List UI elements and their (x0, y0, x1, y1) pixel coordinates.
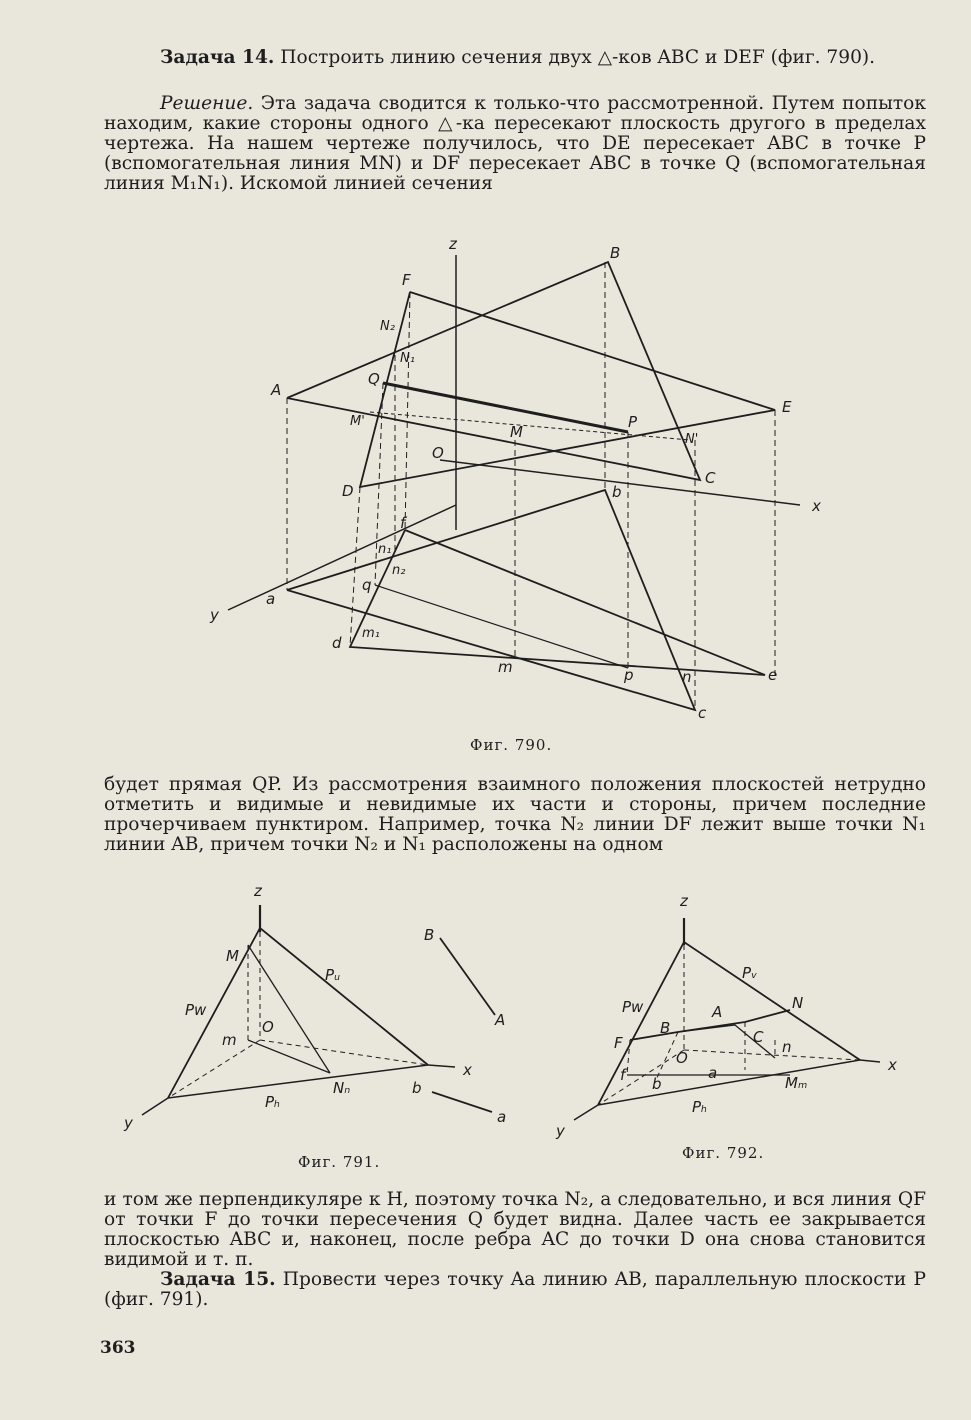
fig790-label-f-lower: f (400, 514, 406, 532)
visibility-paragraph (104, 1190, 926, 1270)
fig791-label-o: O (262, 1018, 274, 1036)
fig791-label-ph: Pₕ (265, 1093, 281, 1111)
fig791-label-a-upper: A (495, 1011, 506, 1029)
fig790-label-z: z (449, 235, 457, 253)
fig790-label-p-lower: p (624, 666, 634, 684)
fig791-label-nn: Nₙ (333, 1079, 351, 1097)
fig790-label-a-upper: A (271, 381, 282, 399)
fig790-label-d-lower: d (332, 634, 342, 652)
visibility-text: и том же перпендикуляре к H, поэтому точка N₂, а следовательно, и вся линия QF от точки F до точки пересечения Q будет видна. Далее часть ее закрывается плоскостью ABC и, наконец, после ребра AC до точки D она снова становится видимой и т. п. (104, 1189, 926, 1270)
fig792-label-z: z (680, 892, 688, 910)
fig790-label-e-upper: E (782, 398, 792, 416)
fig792-label-pv: Pᵥ (742, 964, 758, 982)
figure-790-caption: Фиг. 790. (470, 736, 553, 754)
fig790-label-a-lower: a (266, 590, 276, 608)
fig790-label-q-lower: q (362, 576, 372, 594)
fig792-x-axis (860, 1060, 880, 1062)
figure-792-caption: Фиг. 792. (682, 1144, 765, 1162)
fig790-label-m-lower: m (498, 658, 513, 676)
fig790-label-m-upper: M (510, 423, 523, 441)
fig792-line-fbn (630, 1010, 790, 1040)
fig790-label-c-lower: c (698, 704, 707, 722)
fig790-label-b-upper: B (610, 244, 621, 262)
fig792-trace-ph (598, 1060, 860, 1105)
fig791-label-m-lower: m (222, 1031, 237, 1049)
figure-791-caption: Фиг. 791. (298, 1153, 381, 1171)
task-15-paragraph (104, 1270, 926, 1310)
fig792-label-f-lower: f (620, 1066, 626, 1084)
fig790-label-m1: m₁ (362, 626, 380, 641)
fig790-label-o: O (432, 444, 444, 462)
fig792-label-mm: Mₘ (785, 1074, 808, 1092)
fig792-label-a-lower: a (708, 1064, 718, 1082)
fig790-label-x: x (812, 497, 821, 515)
fig792-y-axis (574, 1105, 598, 1120)
fig790-label-n-prime: N' (685, 432, 699, 447)
fig790-label-b-lower: b (612, 483, 622, 501)
fig792-label-pw: Pw (622, 998, 644, 1016)
fig792-label-f-upper: F (614, 1034, 623, 1052)
fig792-label-ph: Pₕ (692, 1098, 708, 1116)
continuation-text: будет прямая QP. Из рассмотрения взаимного положения плоскостей нетрудно отметить и видимые и невидимые их части и стороны, причем последние прочерчиваем пунктиром. Например, точка N₂ линии DF лежит выше точки N₁ линии AB, причем точки N₂ и N₁ расположены на одном (104, 774, 926, 855)
fig792-label-x: x (888, 1056, 897, 1074)
task-14-heading: Задача 14. (160, 47, 275, 68)
fig791-label-m-upper: M (226, 947, 239, 965)
fig790-label-f-upper: F (402, 271, 411, 289)
fig791-label-z: z (254, 882, 262, 900)
task-15-heading: Задача 15. (160, 1269, 276, 1290)
fig790-label-n1-upper: N₁ (400, 351, 415, 366)
fig792-label-n-upper: N (792, 994, 804, 1012)
fig792-label-n-lower: n (782, 1038, 792, 1056)
fig790-label-m-prime: M' (350, 414, 365, 429)
fig790-label-n2-upper: N₂ (380, 319, 395, 334)
solution-heading: Решение. (160, 93, 254, 114)
fig792-label-c: C (753, 1028, 764, 1046)
fig790-label-n-lower: n (682, 668, 692, 686)
fig790-label-c-upper: C (705, 469, 716, 487)
fig792-label-b-lower: b (652, 1075, 662, 1093)
fig791-label-a-lower: a (497, 1108, 507, 1126)
fig790-label-n2-lower: n₂ (392, 563, 406, 578)
fig790-label-q-upper: Q (368, 370, 380, 388)
fig792-label-a-upper: A (712, 1003, 723, 1021)
fig791-label-b-lower: b (412, 1079, 422, 1097)
fig792-label-o: O (676, 1049, 688, 1067)
fig790-label-y: y (210, 606, 219, 624)
fig790-label-n1-lower: n₁ (378, 542, 392, 557)
fig791-label-pv-right: Pᵤ (325, 966, 341, 984)
fig790-label-e-lower: e (768, 666, 778, 684)
page-number: 363 (100, 1338, 136, 1358)
fig791-label-y: y (124, 1114, 133, 1132)
fig792-label-y: y (556, 1122, 565, 1140)
task-14-text: Построить линию сечения двух △-ков ABC и DEF (фиг. 790). (274, 47, 876, 68)
solution-text: Эта задача сводится к только-что рассмотренной. Путем попыток находим, какие стороны одного △-ка пересекают плоскость другого в пределах чертежа. На нашем чертеже получилось, что DE пересекает ABC в точке P (вспомогательная линия MN) и DF пересекает ABC в точке Q (вспомогательная линия M₁N₁). Искомой линией сечения (104, 93, 926, 194)
fig791-label-b-upper: B (424, 926, 435, 944)
task-15-text: Провести через точку Aa линию AB, параллельную плоскости P (фиг. 791). (104, 1269, 926, 1310)
fig790-label-p-upper: P (628, 413, 638, 431)
fig792-hidden-y (598, 1050, 684, 1105)
fig791-label-pw: Pw (185, 1001, 207, 1019)
fig790-label-d-upper: D (342, 482, 354, 500)
fig792-label-b-upper: B (660, 1019, 671, 1037)
fig791-label-x: x (463, 1061, 472, 1079)
